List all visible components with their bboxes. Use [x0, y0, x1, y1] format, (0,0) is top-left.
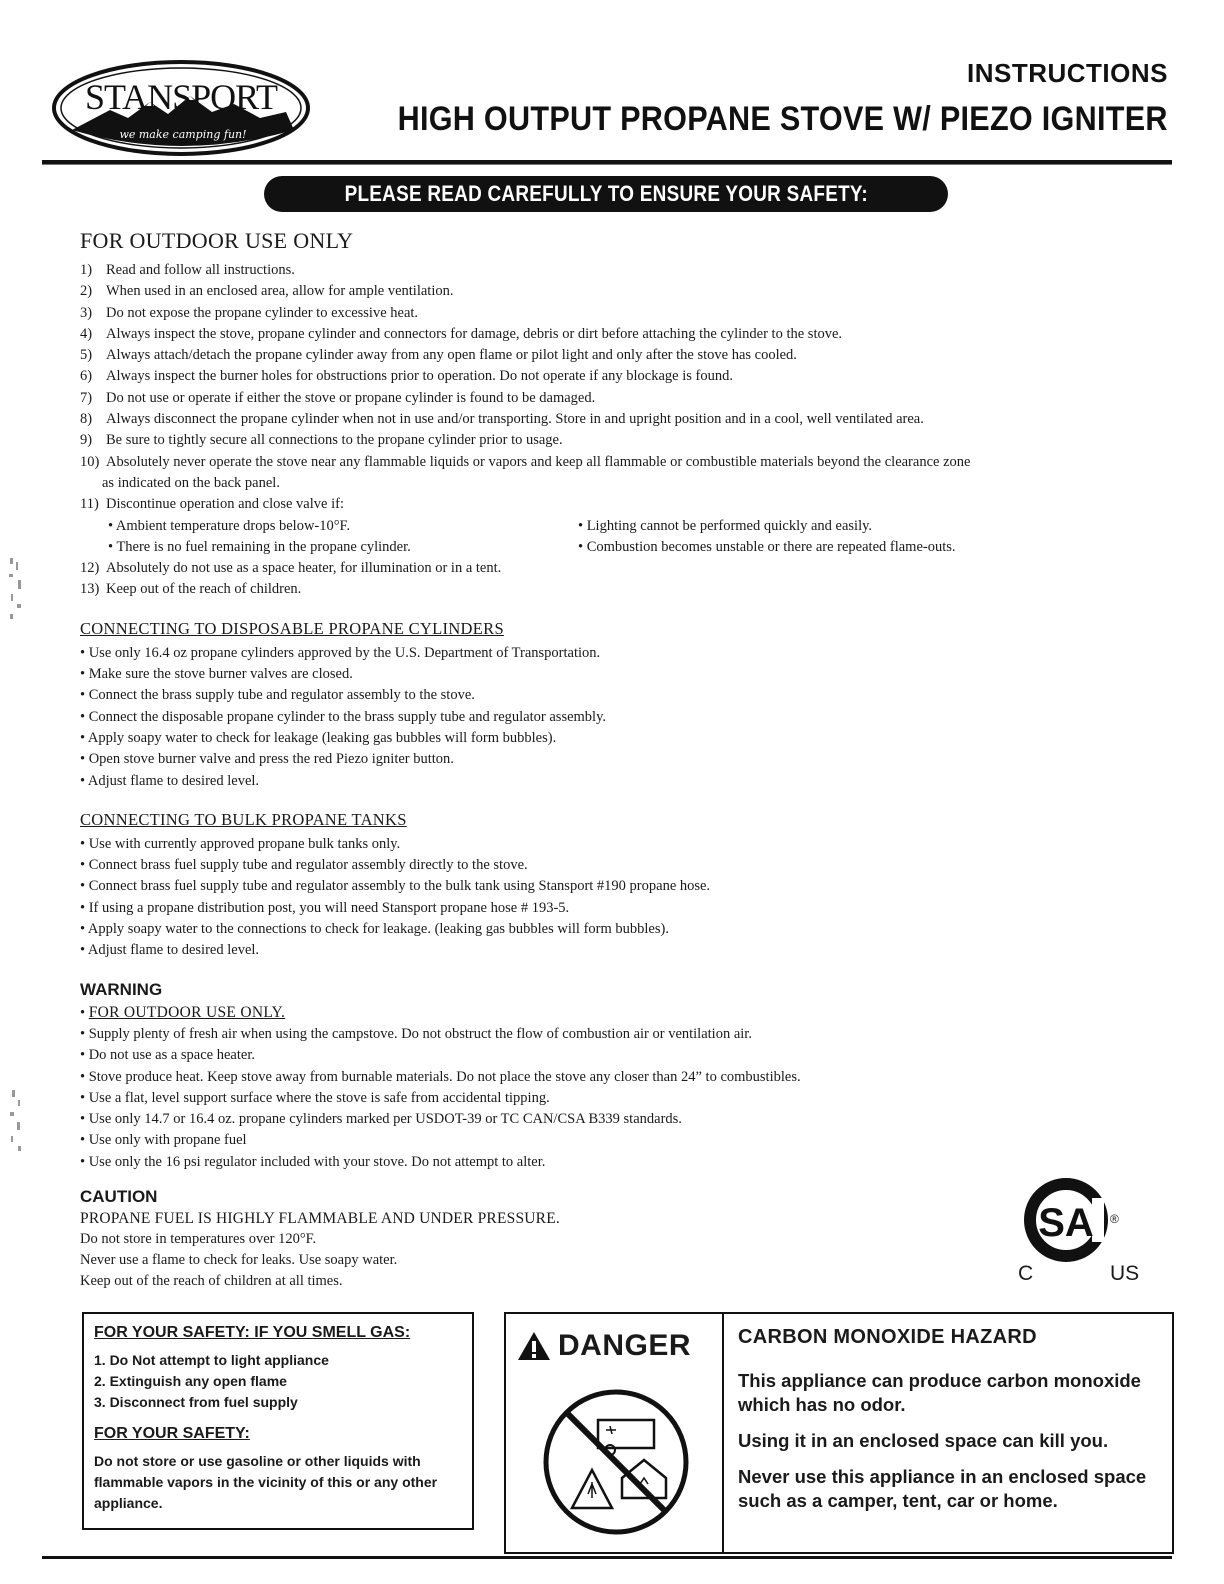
csa-us-label: US [1110, 1262, 1140, 1285]
danger-column [506, 1314, 724, 1552]
bullet-item: • Combustion becomes unstable or there are repeated flame-outs. [578, 538, 956, 555]
list-item-bullets [80, 516, 1160, 559]
bullet-item: • Do not use as a space heater. [80, 1047, 255, 1064]
step-item: 3. Disconnect from fuel supply [94, 1394, 298, 1410]
list-item: 9) Be sure to tightly secure all connections to the propane cylinder prior to usage. [80, 432, 563, 449]
list-item: 1) Read and follow all instructions. [80, 262, 295, 278]
caution-line: Do not store in temperatures over 120°F. [80, 1230, 317, 1247]
bullet-item: • There is no fuel remaining in the propane cylinder. [108, 538, 411, 555]
warning-list [80, 1002, 1160, 1173]
co-hazard-text: This appliance can produce carbon monoxide which has no odor. [738, 1370, 1141, 1415]
smell-gas-steps [94, 1350, 462, 1413]
svg-text:SA: SA [1038, 1201, 1094, 1245]
caution-line: Never use a flame to check for leaks. Use soapy water. [80, 1251, 398, 1268]
bulk-title: CONNECTING TO BULK PROPANE TANKS [80, 809, 407, 829]
co-hazard-text: Using it in an enclosed space can kill you. [738, 1430, 1109, 1451]
bullet-item: • Connect brass fuel supply tube and regulator assembly directly to the stove. [80, 857, 528, 874]
logo-text: STANSPORT [84, 77, 277, 117]
bullet-item: • Use a flat, level support surface where the stove is safe from accidental tipping. [80, 1089, 550, 1106]
no-enclosed-space-icon [540, 1386, 692, 1538]
scan-artifact [4, 1086, 30, 1160]
list-item: 3) Do not expose the propane cylinder to excessive heat. [80, 304, 419, 321]
bullet-item: • FOR OUTDOOR USE ONLY. [80, 1003, 286, 1021]
list-item: 6) Always inspect the burner holes for obstructions prior to operation. Do not operate if any blockage is found. [80, 368, 733, 385]
bullet-item: • Adjust flame to desired level. [80, 942, 260, 959]
safety-banner-text: PLEASE READ CAREFULLY TO ENSURE YOUR SAFETY: [344, 181, 868, 206]
bullet-item: • Connect brass fuel supply tube and regulator assembly to the bulk tank using Stansport #190 propane hose. [80, 878, 711, 895]
bullet-item: • Supply plenty of fresh air when using the campstove. Do not obstruct the flow of combustion air or ventilation air. [80, 1025, 752, 1042]
bullet-item: • Open stove burner valve and press the red Piezo igniter button. [80, 751, 454, 768]
safety-paragraph: Do not store or use gasoline or other liquids with flammable vapors in the vicinity of this or any other appliance. [94, 1453, 438, 1511]
danger-label: DANGER [558, 1329, 692, 1362]
bulk-list [80, 834, 1160, 962]
bullet-item: • Ambient temperature drops below-10°F. [108, 517, 351, 534]
bullet-item: • Connect the brass supply tube and regulator assembly to the stove. [80, 687, 475, 704]
list-item: 12) Absolutely do not use as a space heater, for illumination or in a tent. [80, 560, 502, 577]
for-your-safety-title: FOR YOUR SAFETY: [94, 1425, 250, 1442]
warning-triangle-icon [516, 1330, 552, 1362]
safety-banner [264, 176, 948, 212]
list-item: 5) Always attach/detach the propane cylinder away from any open flame or pilot light and only after the stove has cooled. [80, 347, 797, 364]
bullet-item: • Use with currently approved propane bulk tanks only. [80, 835, 401, 852]
bullet-item: • Apply soapy water to the connections to check for leakage. (leaking gas bubbles will form bubbles). [80, 921, 669, 938]
instructions-label: INSTRUCTIONS [967, 58, 1168, 88]
csa-certification-mark [1014, 1176, 1154, 1291]
step-item: 2. Extinguish any open flame [94, 1373, 287, 1389]
co-hazard-title: CARBON MONOXIDE HAZARD [738, 1326, 1037, 1348]
product-title: HIGH OUTPUT PROPANE STOVE W/ PIEZO IGNITER [397, 100, 1168, 138]
list-item: 13) Keep out of the reach of children. [80, 581, 302, 598]
disposable-title: CONNECTING TO DISPOSABLE PROPANE CYLINDERS [80, 618, 504, 638]
disposable-list [80, 643, 1160, 792]
bullet-item: • Lighting cannot be performed quickly and easily. [578, 517, 873, 534]
list-item: 2) When used in an enclosed area, allow for ample ventilation. [80, 283, 454, 300]
list-item: 11) Discontinue operation and close valve if: [80, 496, 344, 513]
logo-tagline: we make camping fun! [119, 128, 247, 141]
list-item: 4) Always inspect the stove, propane cylinder and connectors for damage, debris or dirt before attaching the cylinder to the stove. [80, 325, 843, 342]
co-hazard-text: Never use this appliance in an enclosed space such as a camper, tent, car or home. [738, 1466, 1147, 1511]
warning-title: WARNING [80, 979, 163, 999]
list-item-continuation: as indicated on the back panel. [102, 474, 280, 491]
step-item: 1. Do Not attempt to light appliance [94, 1352, 329, 1368]
danger-box [504, 1312, 1174, 1554]
smell-gas-title: FOR YOUR SAFETY: IF YOU SMELL GAS: [94, 1324, 411, 1341]
smell-gas-box [82, 1312, 474, 1530]
outdoor-list [80, 260, 1160, 601]
scan-artifact [4, 552, 30, 626]
bullet-item: • Use only 14.7 or 16.4 oz. propane cylinders marked per USDOT-39 or TC CAN/CSA B339 standards. [80, 1111, 682, 1128]
bullet-item: • Apply soapy water to check for leakage (leaking gas bubbles will form bubbles). [80, 729, 557, 746]
header-divider [42, 160, 1172, 165]
csa-c-label: C [1018, 1262, 1034, 1285]
list-item: 8) Always disconnect the propane cylinder when not in use and/or transporting. Store in and upright position and in a cool, well ventilated area. [80, 411, 924, 428]
bullet-item: • Use only 16.4 oz propane cylinders approved by the U.S. Department of Transportation. [80, 644, 601, 661]
bullet-item: • Stove produce heat. Keep stove away from burnable materials. Do not place the stove any closer than 24” to combustibles. [80, 1068, 801, 1085]
danger-header [516, 1326, 716, 1366]
main-content [80, 228, 1160, 1292]
co-hazard-column [738, 1314, 1168, 1525]
bullet-item: • Use only with propane fuel [80, 1132, 247, 1149]
list-item: 7) Do not use or operate if either the stove or propane cylinder is found to be damaged. [80, 389, 596, 406]
bullet-item: • Use only the 16 psi regulator included with your stove. Do not attempt to alter. [80, 1153, 546, 1170]
caution-headline: PROPANE FUEL IS HIGHLY FLAMMABLE AND UNDER PRESSURE. [80, 1209, 560, 1227]
stansport-logo [50, 58, 312, 158]
list-item: 10) Absolutely never operate the stove near any flammable liquids or vapors and keep all flammable or combustible materials beyond the clearance zone [80, 453, 971, 470]
caution-line: Keep out of the reach of children at all times. [80, 1272, 343, 1289]
outdoor-title: FOR OUTDOOR USE ONLY [80, 228, 354, 253]
bullet-item: • If using a propane distribution post, you will need Stansport propane hose # 193-5. [80, 899, 570, 916]
registered-mark: ® [1110, 1212, 1119, 1226]
bullet-item: • Adjust flame to desired level. [80, 772, 260, 789]
footer-divider [42, 1556, 1172, 1559]
bullet-item: • Make sure the stove burner valves are closed. [80, 666, 353, 683]
bullet-item: • Connect the disposable propane cylinder to the brass supply tube and regulator assembly. [80, 708, 607, 725]
caution-title: CAUTION [80, 1186, 158, 1206]
